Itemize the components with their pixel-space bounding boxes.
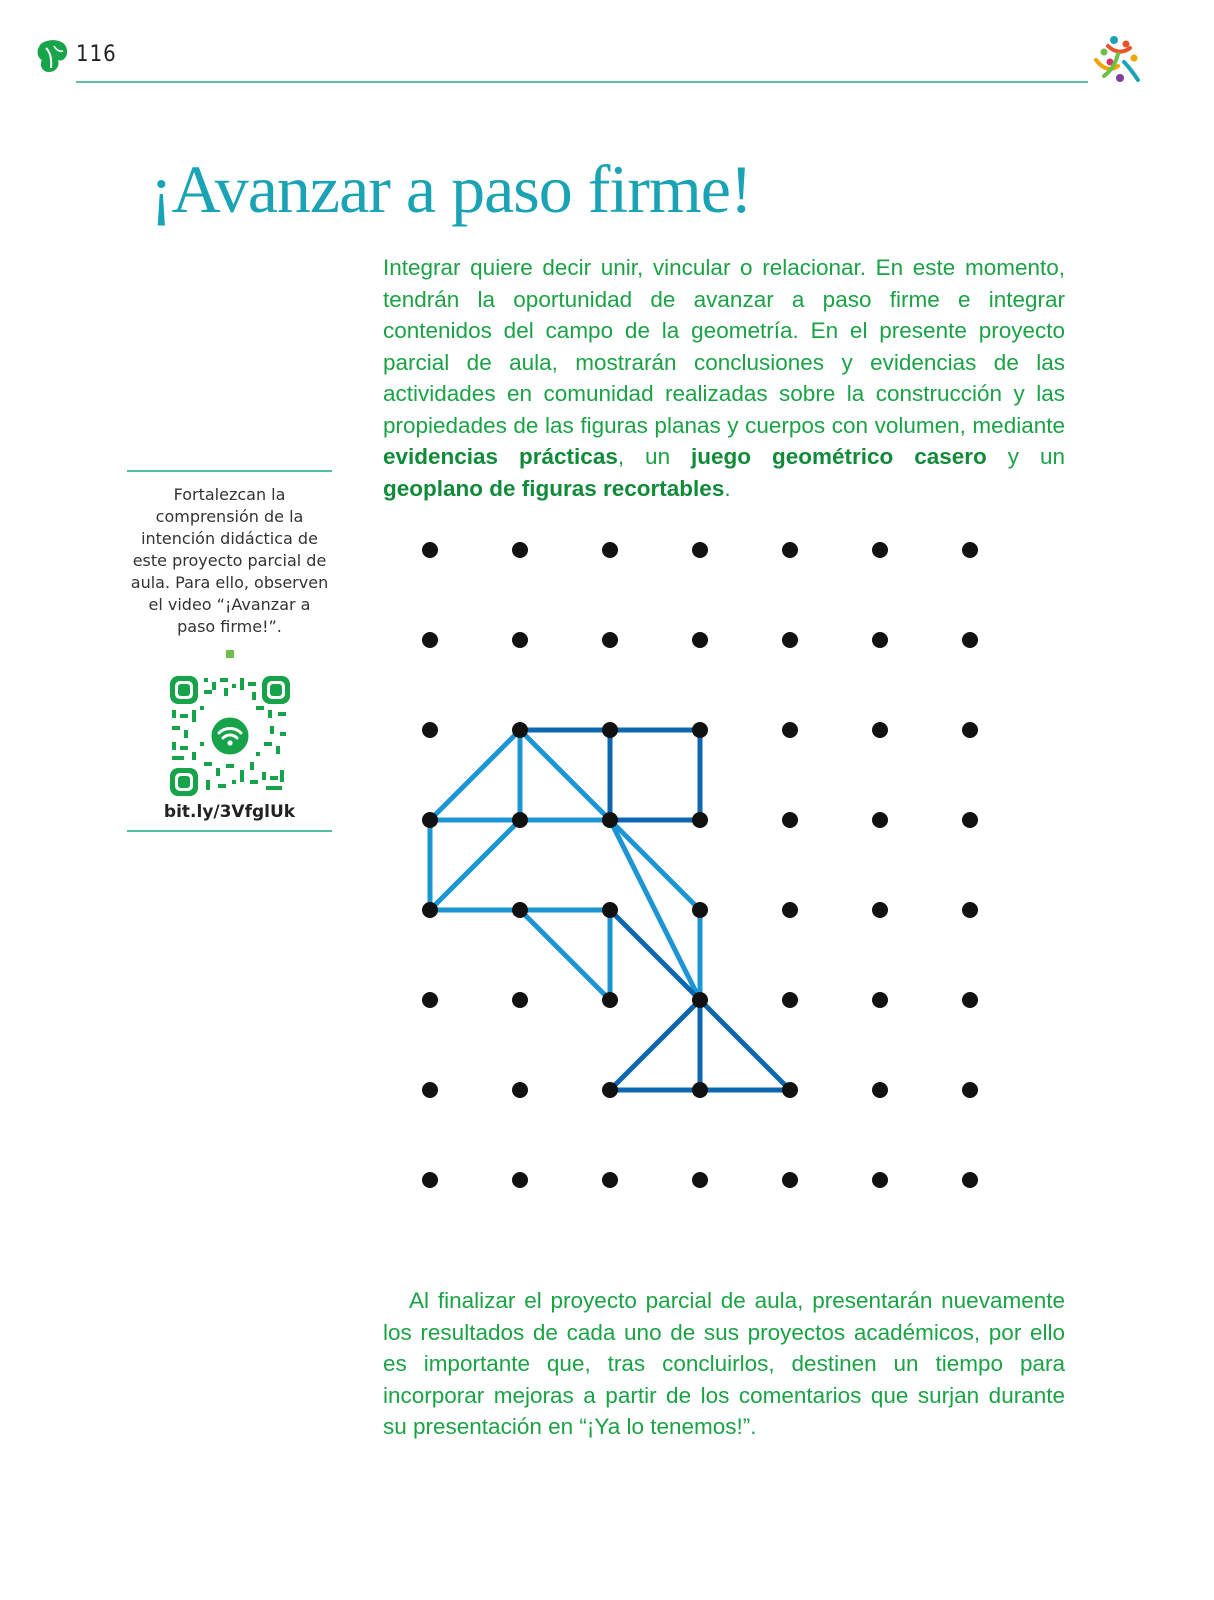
geoplano-peg — [422, 632, 438, 648]
geoplano-peg — [602, 632, 618, 648]
intro-text: . — [724, 475, 731, 501]
geoplano-peg — [422, 722, 438, 738]
geoplano-peg — [782, 992, 798, 1008]
geoplano-peg — [962, 992, 978, 1008]
geoplano-peg — [962, 722, 978, 738]
intro-text: Integrar quiere decir unir, vincular o relacionar. En este momento, tendrán la oportunidad de avanzar a paso firme e integrar contenidos del campo de la geometría. En el presente proyecto parcial de aula, mostrarán conclusiones y evidencias de las actividades en comunidad realizadas sobre la construcción y las propiedades de las figuras planas y cuerpos con volumen, mediante — [383, 255, 1065, 438]
geoplano-peg — [512, 722, 528, 738]
geoplano-peg — [962, 902, 978, 918]
intro-bold-geoplano: geoplano de figuras recortables — [383, 475, 725, 501]
colorful-community-logo-icon — [1090, 32, 1146, 88]
header-rule — [76, 81, 1088, 83]
video-link[interactable]: bit.ly/3VfglUk — [163, 802, 296, 822]
geoplano-peg — [872, 722, 888, 738]
geoplano-peg — [782, 1082, 798, 1098]
band-segment-dark — [700, 1000, 790, 1090]
geoplano-peg — [782, 542, 798, 558]
geoplano-peg — [692, 722, 708, 738]
geoplano-peg — [422, 1082, 438, 1098]
geoplano-peg — [422, 1172, 438, 1188]
geoplano-peg — [512, 632, 528, 648]
geoplano-peg — [692, 1172, 708, 1188]
band-segment-light — [610, 820, 700, 910]
intro-bold-juego: juego geométrico casero — [691, 444, 987, 469]
geoplano-peg — [872, 1082, 888, 1098]
geoplano-peg — [692, 902, 708, 918]
geoplano-peg — [602, 812, 618, 828]
video-sidebar — [127, 470, 332, 832]
qr-code-icon[interactable] — [170, 676, 290, 796]
geoplano-peg — [422, 992, 438, 1008]
geoplano-peg — [422, 902, 438, 918]
geoplano-peg — [512, 542, 528, 558]
geoplano-peg — [872, 1172, 888, 1188]
page-title: ¡Avanzar a paso firme! — [150, 151, 752, 227]
band-segment-light — [610, 820, 700, 1000]
intro-paragraph — [383, 252, 1065, 504]
closing-paragraph: Al finalizar el proyecto parcial de aula, presentarán nuevamente los resultados de cada uno de sus proyectos académicos, por ello es importante que, tras concluirlos, destinen un tiempo para incorporar mejoras a partir de los comentarios que surjan durante su presentación en “¡Ya lo tenemos!”. — [383, 1288, 1065, 1439]
geoplano-peg — [782, 632, 798, 648]
geoplano-peg — [782, 1172, 798, 1188]
geoplano-peg — [602, 542, 618, 558]
geoplano-peg — [602, 722, 618, 738]
geoplano-peg — [512, 812, 528, 828]
geoplano-peg — [962, 542, 978, 558]
geoplano-peg — [422, 542, 438, 558]
band-segment-light — [520, 730, 610, 820]
geoplano-peg — [512, 1082, 528, 1098]
geoplano-peg — [872, 812, 888, 828]
geoplano-peg — [962, 1082, 978, 1098]
sidebar-bottom-rule — [127, 830, 332, 832]
geoplano-peg — [962, 1172, 978, 1188]
geoplano-peg — [602, 1082, 618, 1098]
geoplano-peg — [692, 542, 708, 558]
geoplano-peg — [692, 1082, 708, 1098]
geoplano-peg — [782, 722, 798, 738]
geoplano-peg — [872, 632, 888, 648]
geoplano-peg — [692, 992, 708, 1008]
geoplano-peg — [692, 812, 708, 828]
sidebar-top-rule — [127, 470, 332, 472]
geoplano-peg — [872, 992, 888, 1008]
band-segment-light — [430, 730, 520, 820]
geoplano-peg — [512, 1172, 528, 1188]
band-segment-dark — [610, 910, 700, 1000]
geoplano-peg — [962, 632, 978, 648]
band-segment-dark — [610, 1000, 700, 1090]
geoplano-peg — [602, 902, 618, 918]
geoplano-peg — [872, 902, 888, 918]
geoplano-peg — [602, 992, 618, 1008]
geoplano-figure — [410, 535, 1010, 1215]
intro-text: y un — [986, 444, 1065, 469]
geoplano-peg — [782, 902, 798, 918]
band-segment-light — [520, 910, 610, 1000]
geoplano-peg — [782, 812, 798, 828]
intro-text: , un — [617, 444, 692, 469]
geoplano-peg — [872, 542, 888, 558]
geoplano-peg — [962, 812, 978, 828]
band-segment-light — [430, 820, 520, 910]
page-number: 116 — [76, 42, 117, 67]
geoplano-peg — [512, 902, 528, 918]
sidebar-marker — [226, 650, 234, 658]
sidebar-text: Fortalezcan la comprensión de la intención didáctica de este proyecto parcial de aula. Para ello, observen el video “¡Avanzar a paso firme!”. — [130, 485, 329, 636]
geoplano-peg — [602, 1172, 618, 1188]
green-leaf-icon — [36, 38, 70, 74]
geoplano-peg — [422, 812, 438, 828]
intro-bold-evidencias: evidencias prácticas — [383, 444, 618, 469]
geoplano-peg — [512, 992, 528, 1008]
geoplano-peg — [692, 632, 708, 648]
